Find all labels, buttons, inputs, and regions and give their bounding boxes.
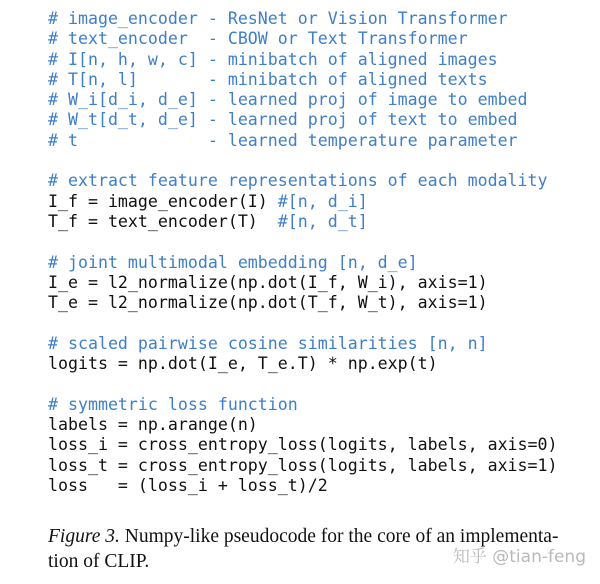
code-statement: I_e = l2_normalize(np.dot(I_f, W_i), axis=1) xyxy=(48,272,488,292)
code-line xyxy=(48,476,558,496)
code-line xyxy=(48,9,558,29)
code-line xyxy=(48,151,558,171)
code-line xyxy=(48,313,558,333)
code-line xyxy=(48,192,558,212)
code-comment: # T[n, l] - minibatch of aligned texts xyxy=(48,69,488,89)
code-line xyxy=(48,415,558,435)
code-line xyxy=(48,334,558,354)
code-line xyxy=(48,395,558,415)
code-statement: loss = (loss_i + loss_t)/2 xyxy=(48,475,328,495)
code-comment: #[n, d_i] xyxy=(277,191,368,211)
code-line xyxy=(48,253,558,273)
code-comment: # W_t[d_t, d_e] - learned proj of text to embed xyxy=(48,110,518,130)
code-line xyxy=(48,70,558,90)
code-comment: #[n, d_t] xyxy=(277,211,368,231)
code-comment: # joint multimodal embedding [n, d_e] xyxy=(48,252,418,272)
code-comment: # I[n, h, w, c] - minibatch of aligned images xyxy=(48,49,498,69)
code-statement: T_e = l2_normalize(np.dot(T_f, W_t), axis=1) xyxy=(48,293,488,313)
code-statement: I_f = image_encoder(I) xyxy=(48,191,278,211)
code-line xyxy=(48,171,558,191)
code-comment: # W_i[d_i, d_e] - learned proj of image to embed xyxy=(48,90,528,110)
code-comment: # t - learned temperature parameter xyxy=(48,130,518,150)
code-line xyxy=(48,273,558,293)
code-block xyxy=(48,9,558,496)
code-line xyxy=(48,50,558,70)
code-line xyxy=(48,131,558,151)
code-comment: # text_encoder - CBOW or Text Transformer xyxy=(48,29,468,49)
caption-text: Numpy-like pseudocode for the core of an implementa- tion of CLIP. xyxy=(48,526,559,572)
code-statement: loss_t = cross_entropy_loss(logits, labels, axis=1) xyxy=(48,455,558,475)
code-statement: logits = np.dot(I_e, T_e.T) * np.exp(t) xyxy=(48,354,438,374)
code-line xyxy=(48,90,558,110)
code-comment: # extract feature representations of each modality xyxy=(48,171,548,191)
code-comment: # image_encoder - ResNet or Vision Transformer xyxy=(48,9,508,28)
code-statement: labels = np.arange(n) xyxy=(48,414,258,434)
figure-label: Figure 3. xyxy=(48,526,120,547)
code-line xyxy=(48,354,558,374)
code-line xyxy=(48,212,558,232)
code-line xyxy=(48,293,558,313)
code-statement: T_f = text_encoder(T) xyxy=(48,211,278,231)
code-line xyxy=(48,110,558,130)
code-line xyxy=(48,374,558,394)
code-line xyxy=(48,29,558,49)
code-line xyxy=(48,456,558,476)
code-statement: loss_i = cross_entropy_loss(logits, labels, axis=0) xyxy=(48,435,558,455)
code-line xyxy=(48,435,558,455)
code-line xyxy=(48,232,558,252)
code-comment: # scaled pairwise cosine similarities [n, n] xyxy=(48,333,488,353)
code-comment: # symmetric loss function xyxy=(48,394,298,414)
watermark: 知乎 @tian-feng xyxy=(452,547,586,567)
